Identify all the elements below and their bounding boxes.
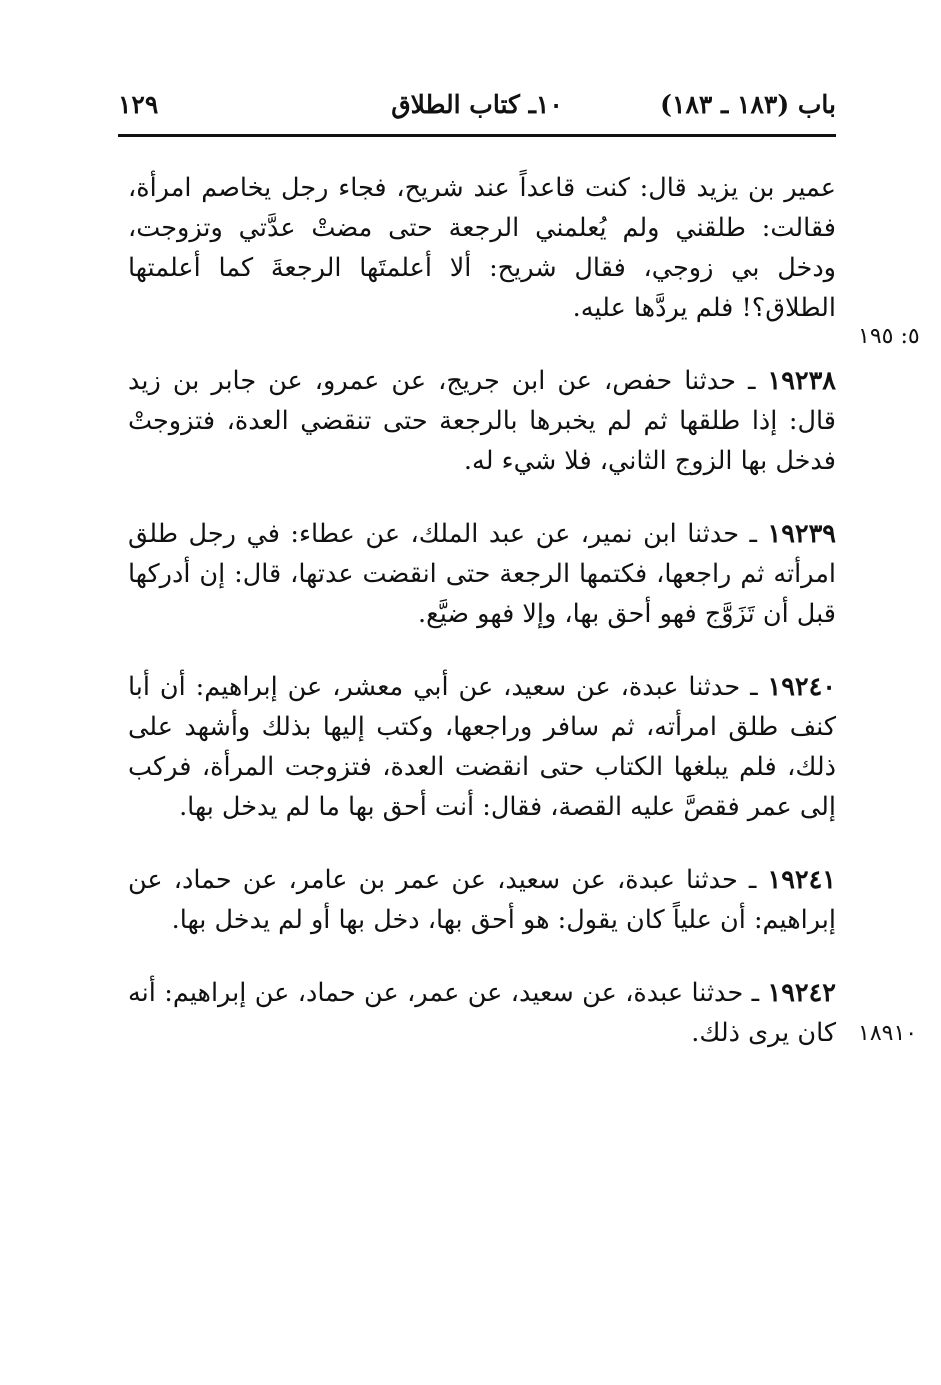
paragraph-text: ـ حدثنا حفص، عن ابن جريج، عن عمرو، عن جابر بن زيد قال: إذا طلقها ثم لم يخبرها بالرجعة حتى تنقضي العدة، فتزوجتْ فدخل بها الزوج الثاني، فلا شيء له. <box>128 366 836 476</box>
paragraph-text: ـ حدثنا عبدة، عن سعيد، عن أبي معشر، عن إبراهيم: أن أبا كنف طلق امرأته، ثم سافر وراجعها، وكتب إليها بذلك وأشهد على ذلك، فلم يبلغها الكتاب حتى انقضت العدة، فتزوجت المرأة، فركب إلى عمر فقصَّ عليه القصة، فقال: أنت أحق بها ما لم يدخل بها. <box>128 672 836 822</box>
hadith-number: ١٩٢٤٠ <box>767 672 836 702</box>
margin-reference: ١٨٩١٠ <box>858 1021 918 1046</box>
hadith-number: ١٩٢٤١ <box>767 865 836 895</box>
hadith-paragraph <box>128 514 836 634</box>
paragraph-text: عمير بن يزيد قال: كنت قاعداً عند شريح، فجاء رجل يخاصم امرأة، فقالت: طلقني ولم يُعلمني الرجعة حتى مضتْ عدَّتي وتزوجت، ودخل بي زوجي، فقال شريح: ألا أعلمتَها الرجعةَ كما أعلمتها الطلاق؟! فلم يردَّها عليه. <box>128 173 836 323</box>
page-number: ١٢٩ <box>118 90 159 119</box>
margin-reference: ٥: ١٩٥ <box>858 324 920 349</box>
hadith-paragraph <box>128 860 836 940</box>
hadith-number: ١٩٢٣٨ <box>767 366 836 396</box>
header-section-title: باب (١٨٣ ـ ١٨٣) <box>660 90 836 119</box>
hadith-number: ١٩٢٤٢ <box>767 978 836 1008</box>
paragraph-text: ـ حدثنا ابن نمير، عن عبد الملك، عن عطاء: في رجل طلق امرأته ثم راجعها، فكتمها الرجعة حتى انقضت عدتها، قال: إن أدركها قبل أن تَزَوَّج فهو أحق بها، وإلا فهو ضيَّع. <box>128 519 836 629</box>
header-divider <box>118 134 836 137</box>
hadith-paragraph <box>128 667 836 827</box>
paragraph-text: ـ حدثنا عبدة، عن سعيد، عن عمر، عن حماد، عن إبراهيم: أنه كان يرى ذلك. <box>128 978 836 1048</box>
page-body <box>128 168 836 1086</box>
paragraph-text: ـ حدثنا عبدة، عن سعيد، عن عمر بن عامر، عن حماد، عن إبراهيم: أن علياً كان يقول: هو أحق بها، دخل بها أو لم يدخل بها. <box>128 865 836 935</box>
header-book-title: ١٠ـ كتاب الطلاق <box>391 90 563 119</box>
running-header <box>118 84 836 134</box>
hadith-paragraph <box>128 973 836 1053</box>
hadith-number: ١٩٢٣٩ <box>767 519 836 549</box>
paragraph <box>128 168 836 328</box>
hadith-paragraph <box>128 361 836 481</box>
